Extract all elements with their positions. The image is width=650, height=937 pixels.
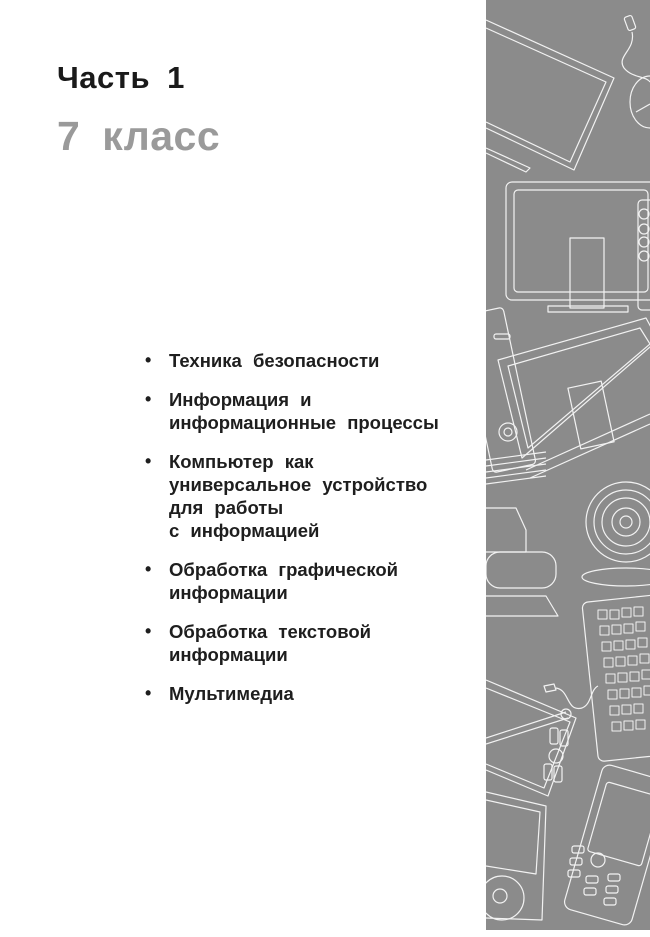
grade-title: 7 класс [57,113,221,159]
bullet-icon: • [145,451,152,471]
topic-line: с информацией [169,520,320,541]
mouse-icon [622,15,650,128]
topic-line: для работы [169,497,284,518]
media-player-icon [486,792,546,920]
topic-line: универсальное устройство [169,474,428,495]
laptop-icon [498,318,650,478]
bullet-icon: • [145,683,152,703]
topic-line: информации [169,644,288,665]
system-unit-icon [486,307,546,484]
topic-item [145,558,439,604]
decorative-side-panel [486,0,650,930]
topic-line: Мультимедиа [169,683,294,704]
topic-line: Обработка графической [169,559,399,580]
desktop-monitor-icon [506,182,650,312]
topics-list [145,349,439,721]
bullet-icon: • [145,389,152,409]
topic-line: информации [169,582,288,603]
topic-item [145,450,439,542]
monitor-icon [486,20,614,172]
printer-icon [486,508,558,616]
bullet-icon: • [145,350,152,370]
part-title: Часть 1 [57,60,185,95]
topic-line: Информация и [169,389,312,410]
bullet-icon: • [145,621,152,641]
topic-item [145,388,439,434]
topic-item [145,682,439,705]
topic-line: Обработка текстовой [169,621,371,642]
topic-item [145,620,439,666]
cd-disc-icon [582,482,650,586]
graphics-tablet-icon [486,680,576,796]
mobile-phone-icon [563,763,650,926]
bullet-icon: • [145,559,152,579]
topic-line: информационные процессы [169,412,439,433]
topic-line: Компьютер как [169,451,314,472]
topic-item [145,349,439,372]
topic-line: Техника безопасности [169,350,380,371]
